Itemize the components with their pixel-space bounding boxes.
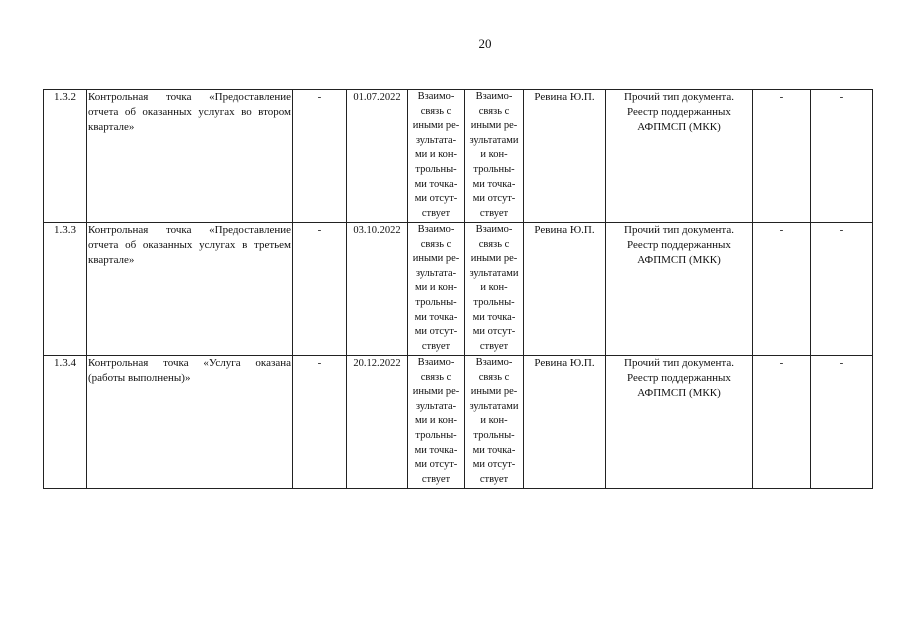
row-name: Контрольная точка «Предоставление отчета об оказанных услугах во втором квартале» — [87, 90, 293, 223]
row-doc-type: Прочий тип документа. Реестр поддержанных АФПМСП (МКК) — [606, 90, 753, 223]
row-col9: - — [753, 223, 811, 356]
row-relation-2: Взаимо- связь с иными ре- зультатами и кон- трольны- ми точка- ми отсут- ствует — [465, 90, 524, 223]
row-doc-type: Прочий тип документа. Реестр поддержанных АФПМСП (МКК) — [606, 223, 753, 356]
row-name: Контрольная точка «Услуга оказана (работы выполнены)» — [87, 356, 293, 489]
row-responsible: Ревина Ю.П. — [524, 90, 606, 223]
row-col10: - — [811, 356, 873, 489]
row-col3: - — [293, 90, 347, 223]
row-responsible: Ревина Ю.П. — [524, 356, 606, 489]
row-date: 01.07.2022 — [347, 90, 408, 223]
table-row — [44, 90, 873, 223]
row-date: 20.12.2022 — [347, 356, 408, 489]
page-number: 20 — [478, 36, 492, 51]
row-relation-1: Взаимо- связь с иными ре- зультата- ми и кон- трольны- ми точка- ми отсут- ствует — [408, 356, 465, 489]
row-name: Контрольная точка «Предоставление отчета об оказанных услугах в третьем квартале» — [87, 223, 293, 356]
row-relation-1: Взаимо- связь с иными ре- зультата- ми и кон- трольны- ми точка- ми отсут- ствует — [408, 223, 465, 356]
row-col9: - — [753, 90, 811, 223]
row-number: 1.3.4 — [44, 356, 87, 489]
table-row — [44, 356, 873, 489]
row-number: 1.3.3 — [44, 223, 87, 356]
row-col9: - — [753, 356, 811, 489]
row-relation-2: Взаимо- связь с иными ре- зультатами и кон- трольны- ми точка- ми отсут- ствует — [465, 223, 524, 356]
row-col10: - — [811, 223, 873, 356]
row-col3: - — [293, 356, 347, 489]
row-relation-2: Взаимо- связь с иными ре- зультатами и кон- трольны- ми точка- ми отсут- ствует — [465, 356, 524, 489]
row-date: 03.10.2022 — [347, 223, 408, 356]
row-relation-1: Взаимо- связь с иными ре- зультата- ми и кон- трольны- ми точка- ми отсут- ствует — [408, 90, 465, 223]
row-doc-type: Прочий тип документа. Реестр поддержанных АФПМСП (МКК) — [606, 356, 753, 489]
row-responsible: Ревина Ю.П. — [524, 223, 606, 356]
row-col10: - — [811, 90, 873, 223]
row-col3: - — [293, 223, 347, 356]
row-number: 1.3.2 — [44, 90, 87, 223]
plan-table — [43, 89, 873, 489]
table-row — [44, 223, 873, 356]
